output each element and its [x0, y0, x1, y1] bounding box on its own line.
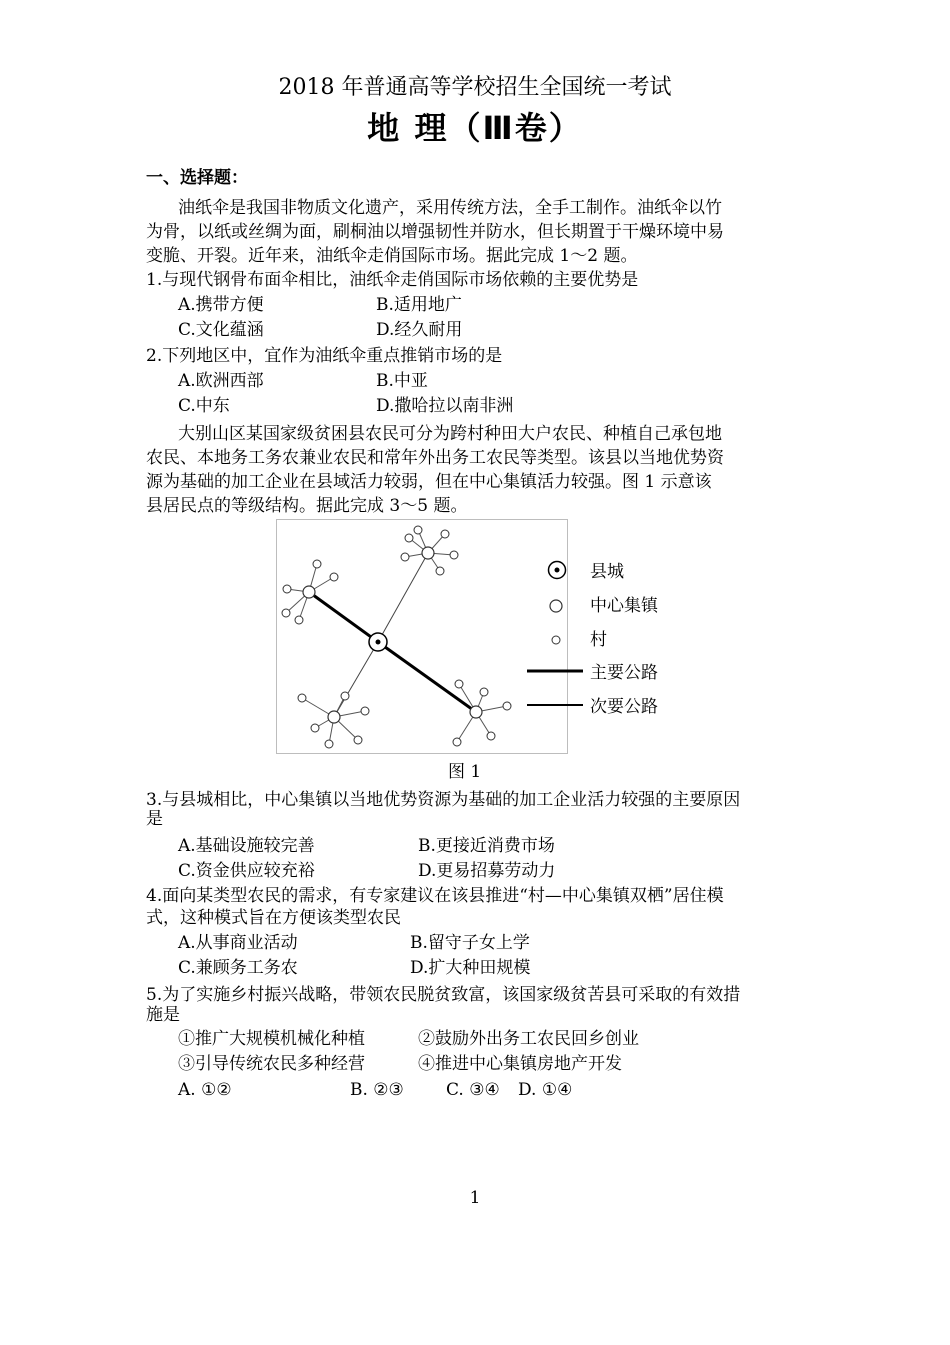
q5-option-a: A. ①②: [178, 1080, 232, 1100]
q1-option-a: A.携带方便: [178, 295, 264, 315]
town-sw: [328, 711, 340, 723]
passage1-line2: 为骨，以纸或丝绸为面，刷桐油以增强韧性并防水，但长期置于干燥环境中易: [146, 222, 724, 242]
q5-statement-2: ②鼓励外出务工农民回乡创业: [418, 1029, 639, 1049]
town-se: [470, 706, 482, 718]
q3-stem-line1: 3.与县城相比，中心集镇以当地优势资源为基础的加工企业活力较强的主要原因: [146, 790, 741, 810]
q5-stem-line2: 施是: [146, 1005, 180, 1025]
legend-main-road-symbol: [527, 664, 583, 678]
q1-option-b: B.适用地广: [376, 295, 462, 315]
q3-option-c: C.资金供应较充裕: [178, 861, 315, 881]
q1-option-c: C.文化蕴涵: [178, 320, 264, 340]
q3-option-d: D.更易招募劳动力: [418, 861, 556, 881]
passage2-line1: 大别山区某国家级贫困县农民可分为跨村种田大户农民、种植自己承包地: [178, 424, 722, 444]
exam-subtitle: 地 理（Ⅲ卷）: [367, 109, 583, 147]
q4-stem-line2: 式，这种模式旨在方便该类型农民: [146, 908, 401, 928]
legend-main-road-label: 主要公路: [590, 663, 658, 683]
q1-stem: 1.与现代钢骨布面伞相比，油纸伞走俏国际市场依赖的主要优势是: [146, 270, 639, 290]
page-number: 1: [469, 1188, 481, 1208]
q2-option-b: B.中亚: [376, 371, 428, 391]
q4-option-b: B.留守子女上学: [410, 933, 530, 953]
legend-town-label: 中心集镇: [590, 596, 658, 616]
settlement-network-diagram: [277, 520, 567, 753]
q5-statement-4: ④推进中心集镇房地产开发: [418, 1054, 622, 1074]
legend-minor-road-symbol: [527, 698, 583, 712]
q5-statement-1: ①推广大规模机械化种植: [178, 1029, 365, 1049]
passage2-line2: 农民、本地务工务农兼业农民和常年外出务工农民等类型。该县以当地优势资: [146, 448, 724, 468]
q2-option-d: D.撒哈拉以南非洲: [376, 396, 514, 416]
q5-statement-3: ③引导传统农民多种经营: [178, 1054, 365, 1074]
section-heading: 一、选择题：: [146, 168, 248, 188]
q1-option-d: D.经久耐用: [376, 320, 463, 340]
minor-road-ne: [378, 553, 428, 642]
q2-stem: 2.下列地区中，宜作为油纸伞重点推销市场的是: [146, 346, 503, 366]
q5-option-b: B. ②③: [350, 1080, 404, 1100]
main-road-se: [378, 642, 476, 712]
q5-option-d: D. ①④: [518, 1080, 573, 1100]
passage2-line3: 源为基础的加工企业在县域活力较弱，但在中心集镇活力较强。图 1 示意该: [146, 472, 712, 492]
legend-village-symbol: [545, 628, 575, 652]
passage1-line3: 变脆、开裂。近年来，油纸伞走俏国际市场。据此完成 1～2 题。: [146, 246, 638, 266]
exam-title: 2018 年普通高等学校招生全国统一考试: [278, 75, 672, 100]
q4-option-d: D.扩大种田规模: [410, 958, 531, 978]
legend-village-label: 村: [590, 630, 607, 650]
passage2-line4: 县居民点的等级结构。据此完成 3～5 题。: [146, 496, 468, 516]
figure-caption: 图 1: [448, 762, 482, 782]
minor-road-sw: [334, 642, 378, 717]
legend-town-symbol: [545, 593, 575, 619]
q4-stem-line1: 4.面向某类型农民的需求，有专家建议在该县推进“村—中心集镇双栖”居住模: [146, 886, 724, 906]
q4-option-a: A.从事商业活动: [178, 933, 298, 953]
legend-county-label: 县城: [590, 562, 624, 582]
q5-stem-line1: 5.为了实施乡村振兴战略，带领农民脱贫致富，该国家级贫苦县可采取的有效措: [146, 985, 741, 1005]
town-nw: [303, 586, 315, 598]
passage1-line1: 油纸伞是我国非物质文化遗产，采用传统方法，全手工制作。油纸伞以竹: [178, 198, 722, 218]
q3-option-a: A.基础设施较完善: [178, 836, 315, 856]
q4-option-c: C.兼顾务工务农: [178, 958, 298, 978]
q5-option-c: C. ③④: [446, 1080, 500, 1100]
q3-option-b: B.更接近消费市场: [418, 836, 555, 856]
q2-option-c: C.中东: [178, 396, 230, 416]
q3-stem-line2: 是: [146, 809, 163, 829]
legend-county-symbol: [545, 556, 575, 586]
legend-minor-road-label: 次要公路: [590, 697, 658, 717]
main-road-nw: [309, 592, 378, 642]
figure-1-network: [276, 519, 568, 754]
q2-option-a: A.欧洲西部: [178, 371, 264, 391]
town-ne: [422, 547, 434, 559]
